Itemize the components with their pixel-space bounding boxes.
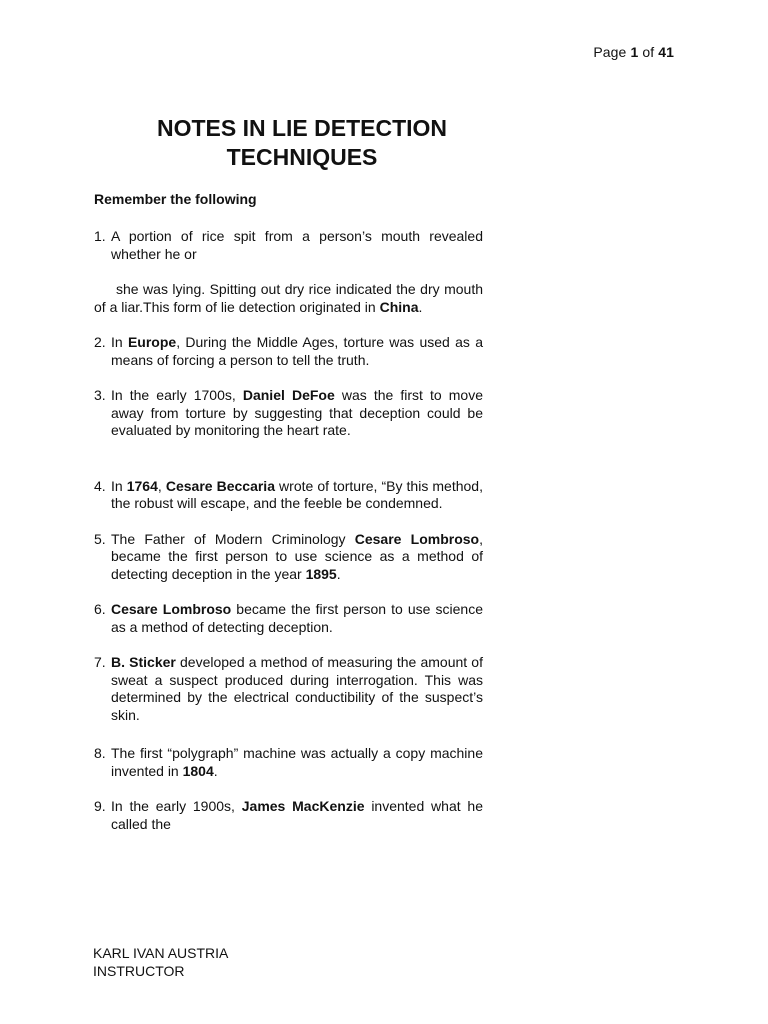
- item-bold-text: Daniel DeFoe: [242, 387, 335, 403]
- total-pages: 41: [658, 44, 674, 60]
- footer: [93, 945, 228, 980]
- item-text: she was lying. Spitting out dry rice indicated the dry mouth of a liar.This form of lie detection originated in: [94, 281, 483, 315]
- item-bold-text: James MacKenzie: [241, 798, 365, 814]
- item-bold-text: China: [379, 298, 419, 315]
- title-line-2: TECHNIQUES: [226, 144, 378, 170]
- item-text: was the first to move away from torture by suggesting that deception could be evaluated by monitoring the heart rate.: [111, 387, 483, 438]
- item-text: invented what he called the: [111, 798, 484, 832]
- item-number: 7.: [94, 654, 106, 670]
- item-number: 4.: [94, 477, 106, 494]
- item-bold-text: Cesare Beccaria: [165, 477, 275, 494]
- item-number: 1.: [94, 228, 106, 244]
- item-text: In the early 1700s,: [111, 387, 243, 403]
- item-text: .: [336, 565, 341, 582]
- item-text: wrote of torture, “By this method, the robust will escape, and the feeble be condemned.: [111, 477, 483, 511]
- item-text: The first “polygraph” machine was actually a copy machine invented in: [111, 745, 483, 779]
- list-item: [94, 531, 483, 584]
- item-text: ,: [157, 477, 166, 494]
- item-text: A portion of rice spit from a person’s mouth revealed whether he or: [111, 228, 483, 262]
- item-text: .: [418, 298, 423, 315]
- item-bold-text: Europe: [127, 334, 177, 350]
- item-bold-text: B. Sticker: [111, 654, 176, 670]
- item-text: , became the first person to use science as a method of detecting deception in the year: [111, 530, 483, 582]
- list-item: [94, 387, 483, 440]
- item-text: developed a method of measuring the amount of sweat a suspect produced during interrogation. This was determined by the electrical conductibility of the suspect’s skin.: [111, 654, 483, 723]
- list-item: [94, 798, 483, 833]
- notes-body: [94, 228, 483, 833]
- page-number: [593, 44, 674, 60]
- continuation-paragraph: [94, 281, 483, 316]
- item-text: became the first person to use science as a method of detecting deception.: [111, 601, 483, 635]
- page-label: Page: [593, 44, 627, 60]
- title-line-1: NOTES IN LIE DETECTION: [156, 115, 448, 141]
- item-number: 2.: [94, 334, 106, 350]
- item-text: , During the Middle Ages, torture was used as a means of forcing a person to tell the truth.: [111, 334, 483, 368]
- document-title: [94, 114, 510, 172]
- item-text: In: [111, 334, 128, 350]
- list-item: [94, 228, 483, 263]
- list-item: [94, 334, 483, 369]
- item-bold-text: 1804: [182, 762, 214, 779]
- list-item: [94, 601, 483, 636]
- author-role: INSTRUCTOR: [93, 962, 185, 979]
- item-number: 9.: [94, 798, 106, 814]
- list-item: [94, 654, 483, 724]
- item-number: 8.: [94, 745, 106, 761]
- item-bold-text: Cesare Lombroso: [354, 530, 480, 547]
- item-bold-text: Cesare Lombroso: [111, 601, 232, 617]
- item-number: 6.: [94, 601, 106, 617]
- item-number: 5.: [94, 530, 106, 547]
- list-item: [94, 745, 483, 780]
- item-text: .: [213, 762, 218, 779]
- item-text: The Father of Modern Criminology: [111, 530, 355, 547]
- item-number: 3.: [94, 387, 106, 403]
- item-bold-text: 1764: [126, 477, 158, 494]
- list-item: [94, 478, 483, 513]
- section-heading: Remember the following: [94, 191, 257, 207]
- author-name: KARL IVAN AUSTRIA: [93, 945, 229, 961]
- item-text: In: [111, 477, 127, 494]
- item-bold-text: 1895: [305, 565, 337, 582]
- item-text: In the early 1900s,: [111, 798, 242, 814]
- page-of-label: of: [642, 44, 655, 60]
- current-page: 1: [630, 44, 639, 60]
